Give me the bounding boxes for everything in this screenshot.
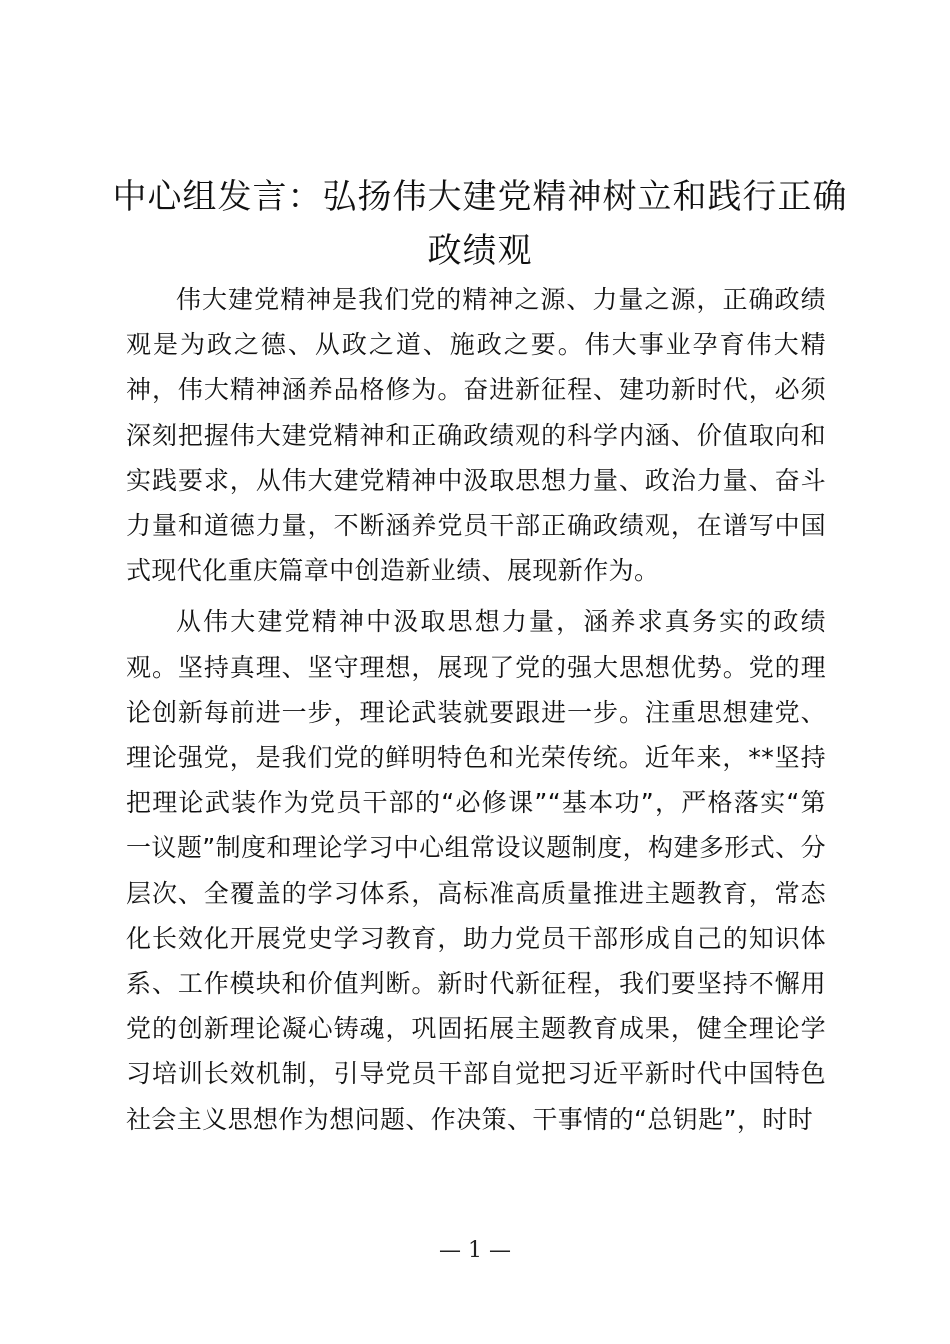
document-body xyxy=(126,277,826,1142)
document-title: 中心组发言：弘扬伟大建党精神树立和践行正确政绩观 xyxy=(112,177,848,271)
paragraph-1: 伟大建党精神是我们党的精神之源、力量之源，正确政绩观是为政之德、从政之道、施政之要。伟大事业孕育伟大精神，伟大精神涵养品格修为。奋进新征程、建功新时代，必须深刻把握伟大建党精神和正确政绩观的科学内涵、价值取向和实践要求，从伟大建党精神中汲取思想力量、政治力量、奋斗力量和道德力量，不断涵养党员干部正确政绩观，在谱写中国式现代化重庆篇章中创造新业绩、展现新作为。 xyxy=(126,285,826,586)
paragraph-2: 从伟大建党精神中汲取思想力量，涵养求真务实的政绩观。坚持真理、坚守理想，展现了党的强大思想优势。党的理论创新每前进一步，理论武装就要跟进一步。注重思想建党、理论强党，是我们党的鲜明特色和光荣传统。近年来，**坚持把理论武装作为党员干部的“必修课”“基本功”，严格落实“第一议题”制度和理论学习中心组常设议题制度，构建多形式、分层次、全覆盖的学习体系，高标准高质量推进主题教育，常态化长效化开展党史学习教育，助力党员干部形成自己的知识体系、工作模块和价值判断。新时代新征程，我们要坚持不懈用党的创新理论凝心铸魂，巩固拓展主题教育成果，健全理论学习培训长效机制，引导党员干部自觉把习近平新时代中国特色社会主义思想作为想问题、作决策、干事情的“总钥匙”，时时 xyxy=(126,607,826,1134)
page-number: — 1 — xyxy=(439,1238,511,1263)
